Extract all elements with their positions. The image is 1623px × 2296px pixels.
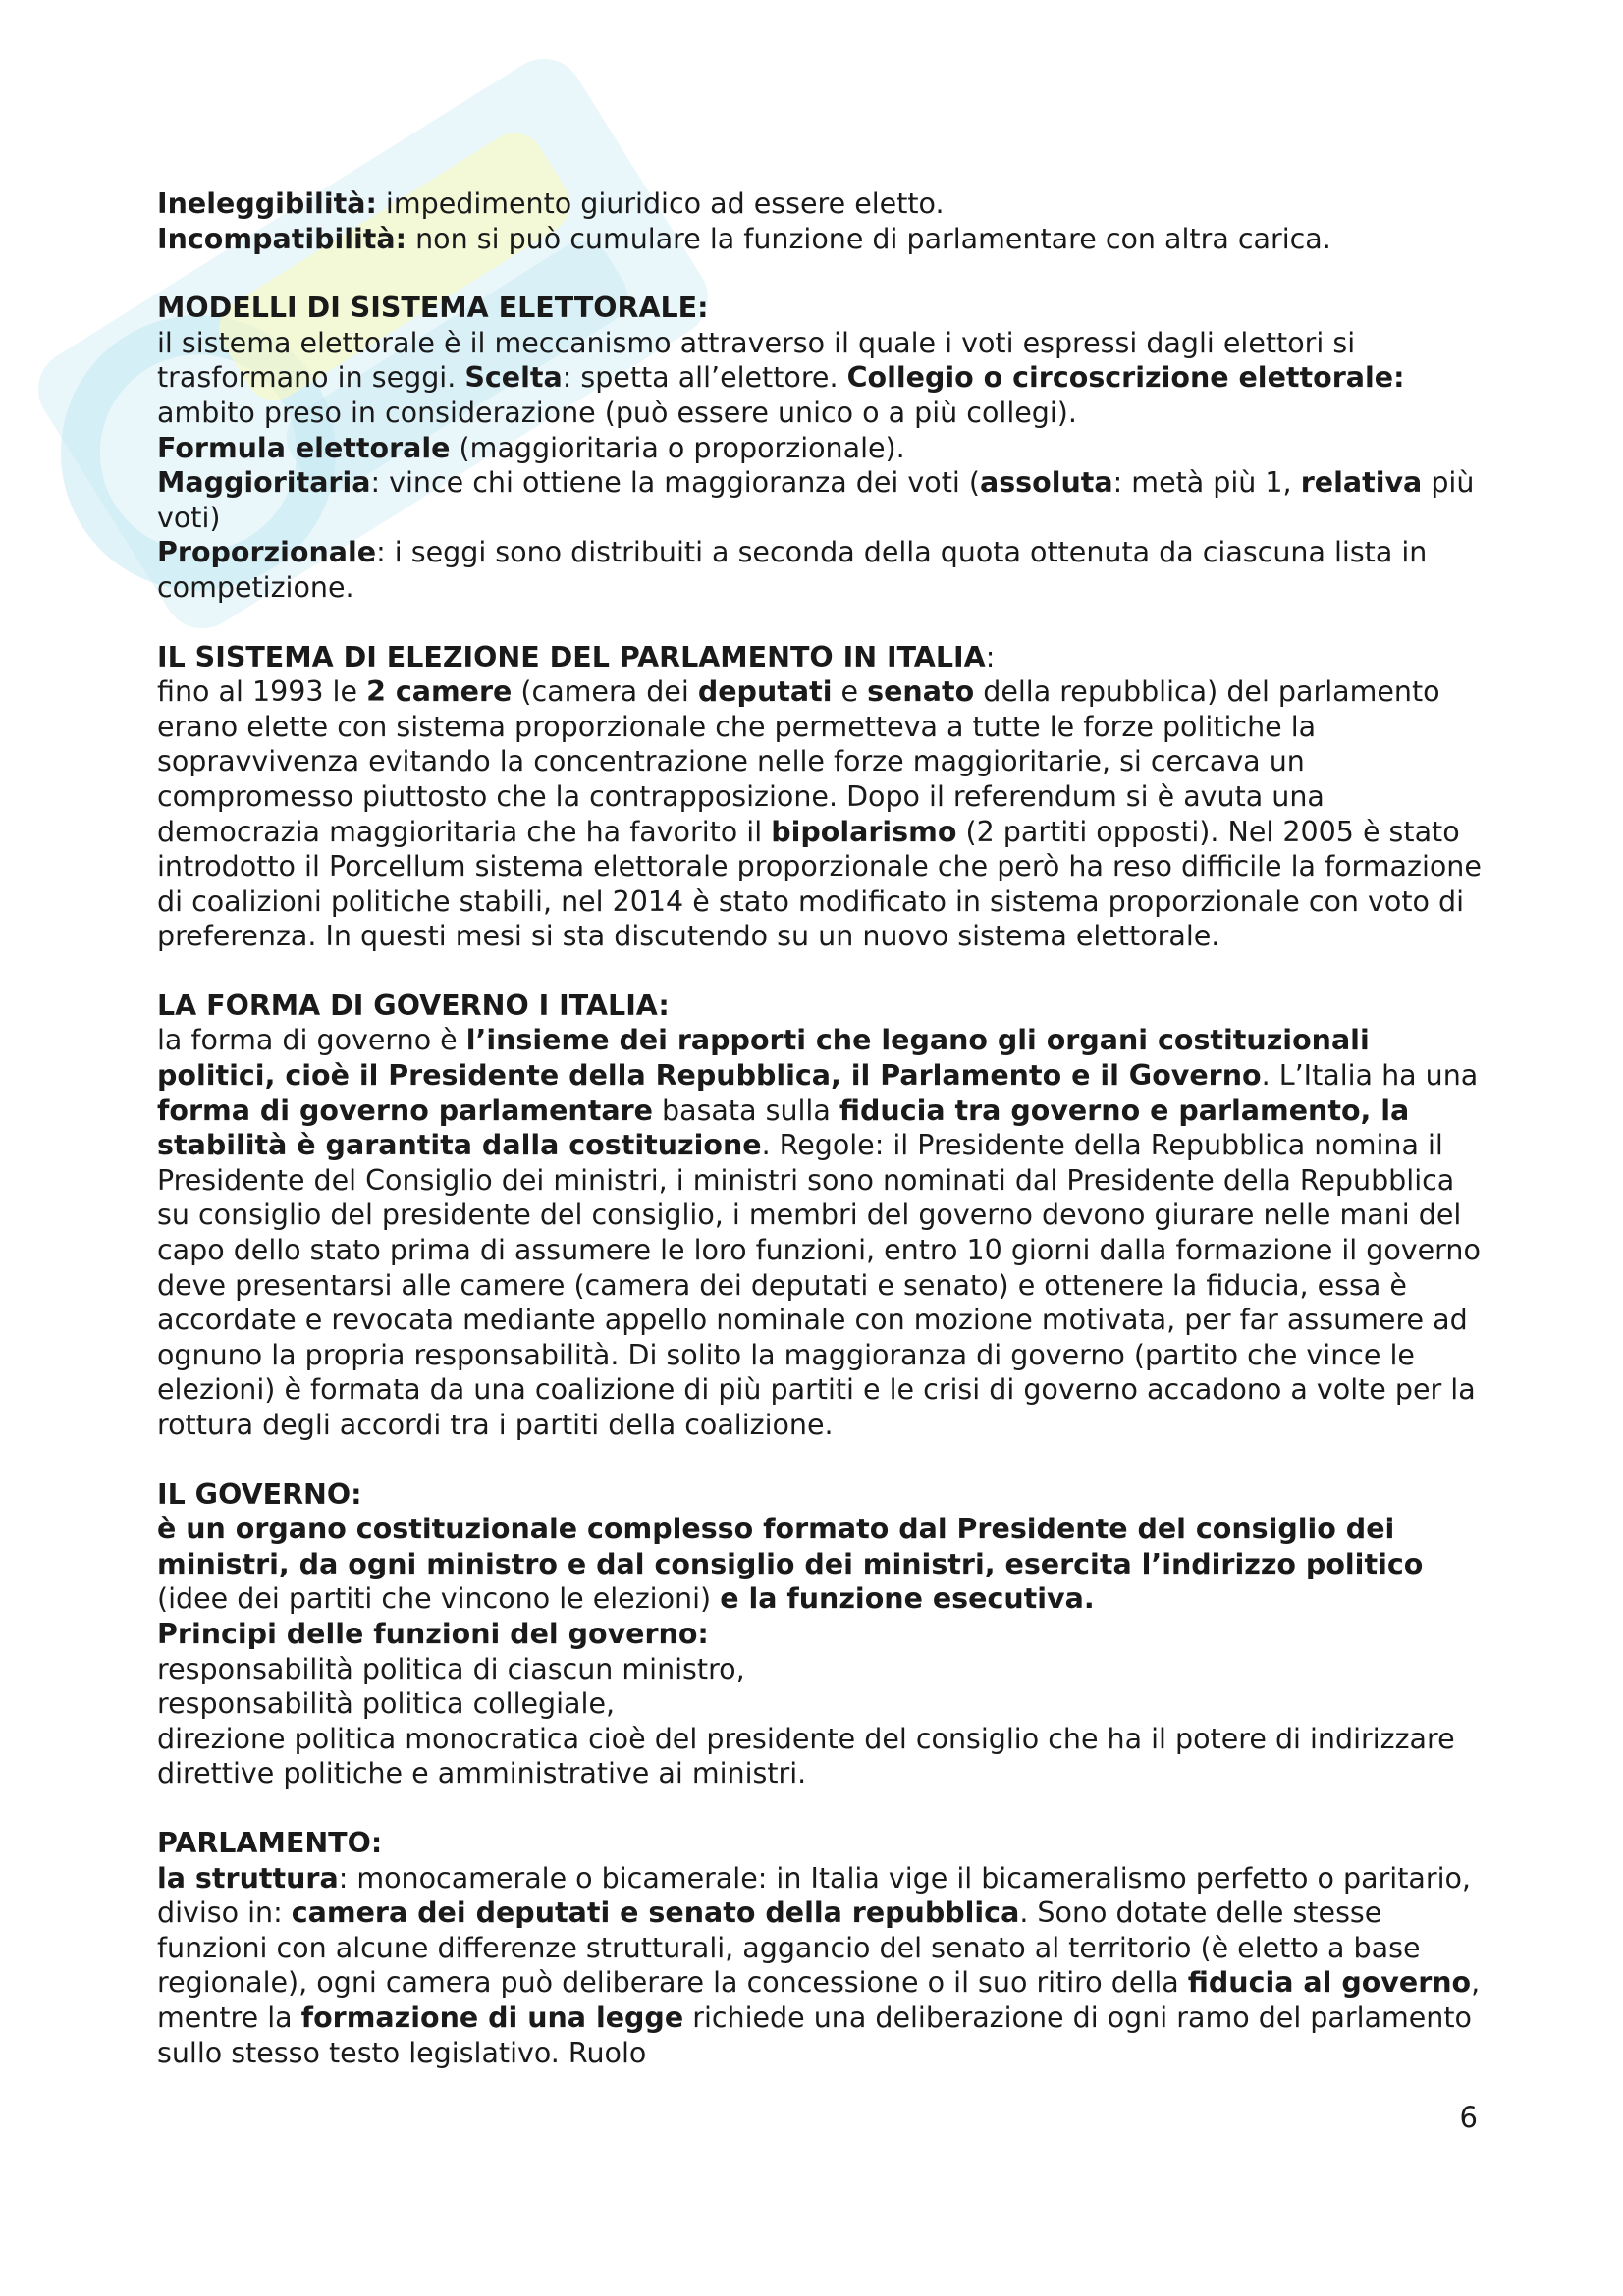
bold-text: e la funzione esecutiva.	[720, 1582, 1095, 1616]
incompatibilita-line	[157, 222, 1492, 257]
text: (2 partiti opposti). Nel 2005 è stato introdotto il Porcellum sistema elettorale proporzionale che però ha reso difficile la formazione di coalizioni politiche stabili, nel 2014 è stato modificato in sistema proporzionale con voto di preferenza. In questi mesi si sta discutendo su un nuovo sistema elettorale.	[157, 815, 1482, 953]
heading-text: LA FORMA DI GOVERNO I ITALIA:	[157, 988, 670, 1022]
text: fino al 1993 le	[157, 675, 367, 709]
bold-text: Proporzionale	[157, 536, 377, 569]
heading-text: PARLAMENTO:	[157, 1826, 383, 1859]
def-incompatibilita: non si può cumulare la funzione di parlamentare con altra carica.	[406, 222, 1331, 255]
ineleggibilita-line	[157, 187, 1492, 222]
bold-text: senato	[867, 675, 975, 709]
section-parliament	[157, 1826, 1492, 2070]
def-ineleggibilita: impedimento giuridico ad essere eletto.	[376, 187, 945, 220]
text: , mentre la	[157, 1966, 1481, 2034]
bold-text: l’insieme dei rapporti che legano gli organi costituzionali politici, cioè il Presidente della Repubblica, il Parlamento e il Governo	[157, 1024, 1370, 1093]
document-body	[157, 187, 1492, 2105]
paragraph	[157, 674, 1492, 954]
heading-text: IL GOVERNO:	[157, 1477, 362, 1511]
bold-text: è un organo costituzionale complesso formato dal Presidente del consiglio dei ministri, da ogni ministro e dal consiglio dei ministri, esercita l’indirizzo politico	[157, 1513, 1424, 1580]
paragraph	[157, 465, 1492, 535]
bold-text: camera dei deputati e senato della repubblica	[291, 1896, 1020, 1930]
page-number: 6	[1459, 2101, 1478, 2134]
bold-text: assoluta	[979, 466, 1113, 500]
section-heading	[157, 291, 1492, 326]
term-ineleggibilita: Ineleggibilità:	[157, 187, 377, 220]
bold-text: fiducia tra governo e parlamento, la stabilità è garantita dalla costituzione	[157, 1094, 1410, 1162]
section-electoral-models	[157, 291, 1492, 605]
text: : monocamerale o bicamerale: in Italia vige il bicameralismo perfetto o paritario, diviso in:	[157, 1861, 1471, 1930]
paragraph	[157, 431, 1492, 466]
paragraph	[157, 1512, 1492, 1617]
bold-text: formazione di una legge	[300, 2001, 684, 2034]
paragraph	[157, 1023, 1492, 1442]
section-heading	[157, 988, 1492, 1024]
section-government	[157, 1477, 1492, 1791]
text: . Regole: il Presidente della Repubblica nomina il Presidente del Consiglio dei ministri, i ministri sono nominati dal Presidente della Repubblica su consiglio del presidente del consiglio, i membri del governo devono giurare nelle mani del capo dello stato prima di assumere le loro funzioni, entro 10 giorni dalla formazione il governo deve presentarsi alle camere (camera dei deputati e senato) e ottenere la fiducia, essa è accordate e revocata mediante appello nominale con mozione motivata, per far assumere ad ognuno la propria responsabilità. Di solito la maggioranza di governo (partito che vince le elezioni) è formata da una coalizione di più partiti e le crisi di governo accadono a volte per la rottura degli accordi tra i partiti della coalizione.	[157, 1129, 1481, 1441]
text: : i seggi sono distribuiti a seconda della quota ottenuta da ciascuna lista in competizione.	[157, 536, 1428, 604]
bold-text: Maggioritaria	[157, 466, 371, 500]
bold-text: deputati	[697, 675, 833, 709]
subheading	[157, 1617, 1492, 1652]
text: : spetta all’elettore.	[562, 361, 847, 395]
paragraph	[157, 326, 1492, 431]
section-heading	[157, 1477, 1492, 1513]
bold-text: Collegio o circoscrizione elettorale:	[846, 361, 1405, 395]
heading-text: MODELLI DI SISTEMA ELETTORALE:	[157, 292, 709, 325]
section-heading	[157, 640, 1492, 675]
text: ambito preso in considerazione (può essere unico o a più collegi).	[157, 396, 1077, 429]
text: (camera dei	[512, 675, 698, 709]
text: (maggioritaria o proporzionale).	[450, 431, 905, 464]
heading-text: IL SISTEMA DI ELEZIONE DEL PARLAMENTO IN ITALIA	[157, 640, 986, 673]
text: . Sono dotate delle stesse funzioni con alcune differenze strutturali, aggancio del senato al territorio (è eletto a base regionale), ogni camera può deliberare la concessione o il suo ritiro della	[157, 1896, 1421, 2000]
bold-text: la struttura	[157, 1861, 339, 1895]
text: basata sulla	[652, 1094, 839, 1127]
section-eligibility	[157, 187, 1492, 256]
text: il sistema elettorale è il meccanismo attraverso il quale i voti espressi dagli elettori si trasformano in seggi.	[157, 326, 1356, 395]
bold-text: Principi delle funzioni del governo:	[157, 1617, 709, 1650]
term-incompatibilita: Incompatibilità:	[157, 222, 407, 255]
paragraph	[157, 535, 1492, 605]
text: della repubblica) del parlamento erano elette con sistema proporzionale che permetteva a tutte le forze politiche la sopravvivenza evitando la concentrazione nelle forze maggioritarie, si cercava un compromesso piuttosto che la contrapposizione. Dopo il referendum si è avuta una democrazia maggioritaria che ha favorito il	[157, 675, 1440, 848]
text: la forma di governo è	[157, 1024, 466, 1057]
paragraph	[157, 1861, 1492, 2071]
text: :	[985, 640, 996, 673]
bold-text: bipolarismo	[771, 815, 957, 848]
section-election-italy	[157, 640, 1492, 954]
list-item: direzione politica monocratica cioè del presidente del consiglio che ha il potere di indirizzare direttive politiche e amministrative ai ministri.	[157, 1722, 1455, 1790]
section-heading	[157, 1826, 1492, 1861]
bold-text: Scelta	[464, 361, 563, 395]
bold-text: 2 camere	[366, 675, 513, 709]
text: più voti)	[157, 466, 1475, 534]
bold-text: Formula elettorale	[157, 431, 451, 464]
text: . L’Italia ha una	[1261, 1059, 1479, 1093]
text: (idee dei partiti che vincono le elezioni)	[157, 1582, 721, 1616]
bold-text: forma di governo parlamentare	[157, 1094, 653, 1127]
bold-text: relativa	[1300, 466, 1423, 500]
text: : metà più 1,	[1112, 466, 1301, 500]
list-item: responsabilità politica di ciascun ministro,	[157, 1652, 745, 1685]
text: richiede una deliberazione di ogni ramo del parlamento sullo stesso testo legislativo. Ruolo	[157, 2001, 1472, 2069]
section-form-of-government	[157, 988, 1492, 1443]
text: e	[832, 675, 868, 709]
bold-text: fiducia al governo	[1187, 1966, 1472, 2000]
list-item: responsabilità politica collegiale,	[157, 1687, 616, 1721]
text: : vince chi ottiene la maggioranza dei voti (	[370, 466, 980, 500]
